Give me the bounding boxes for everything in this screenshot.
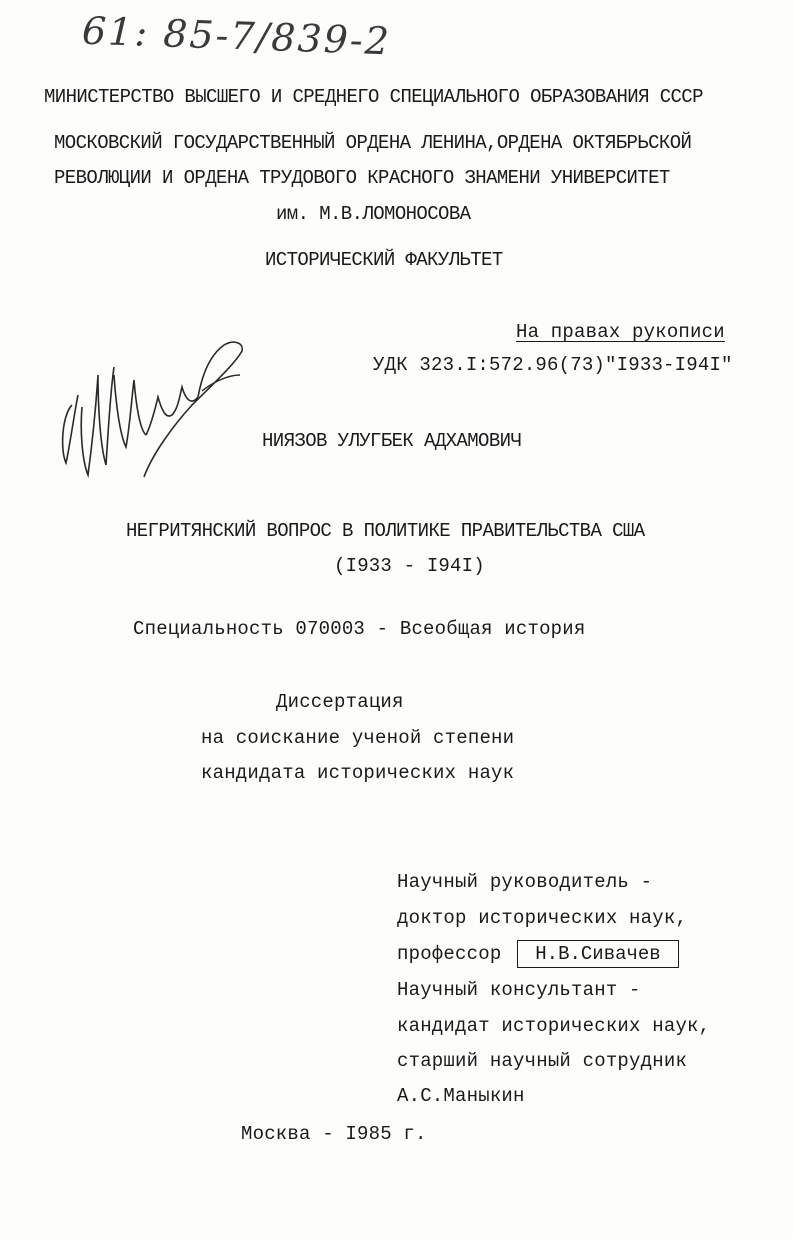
udk-code: УДК 323.I:572.96(73)"I933-I94I" [373, 354, 733, 376]
consultant-name: А.С.Маныкин [397, 1085, 525, 1107]
consultant-line-2: кандидат исторических наук, [397, 1015, 711, 1037]
author-signature [52, 335, 252, 485]
thesis-title-years: (I933 - I94I) [334, 555, 485, 577]
degree-line-1: Диссертация [276, 691, 404, 713]
advisor-title: профессор [397, 943, 502, 965]
faculty-name: ИСТОРИЧЕСКИЙ ФАКУЛЬТЕТ [265, 249, 503, 271]
university-line-1: МОСКОВСКИЙ ГОСУДАРСТВЕННЫЙ ОРДЕНА ЛЕНИНА,ОРДЕНА ОКТЯБРЬСКОЙ [54, 132, 692, 154]
ministry-line: МИНИСТЕРСТВО ВЫСШЕГО И СРЕДНЕГО СПЕЦИАЛЬНОГО ОБРАЗОВАНИЯ СССР [44, 86, 703, 108]
university-line-2: РЕВОЛЮЦИИ И ОРДЕНА ТРУДОВОГО КРАСНОГО ЗНАМЕНИ УНИВЕРСИТЕТ [54, 167, 670, 189]
degree-line-3: кандидата исторических наук [201, 762, 515, 784]
place-and-year: Москва - I985 г. [241, 1123, 427, 1145]
advisor-name-box: Н.В.Сивачев [517, 940, 679, 968]
university-line-3: им. М.В.ЛОМОНОСОВА [276, 203, 471, 225]
advisor-line-1: Научный руководитель - [397, 871, 653, 893]
rights-notice: На правах рукописи [516, 321, 725, 343]
advisor-line-2: доктор исторических наук, [397, 907, 688, 929]
handwritten-shelfmark: 61: 85-7/839-2 [81, 8, 392, 64]
thesis-title-line-1: НЕГРИТЯНСКИЙ ВОПРОС В ПОЛИТИКЕ ПРАВИТЕЛЬСТВА США [126, 520, 645, 542]
consultant-line-3: старший научный сотрудник [397, 1050, 688, 1072]
consultant-line-1: Научный консультант - [397, 979, 641, 1001]
author-name: НИЯЗОВ УЛУГБЕК АДХАМОВИЧ [262, 430, 522, 452]
degree-line-2: на соискание ученой степени [201, 727, 515, 749]
specialty-line: Специальность 070003 - Всеобщая история [133, 618, 586, 640]
